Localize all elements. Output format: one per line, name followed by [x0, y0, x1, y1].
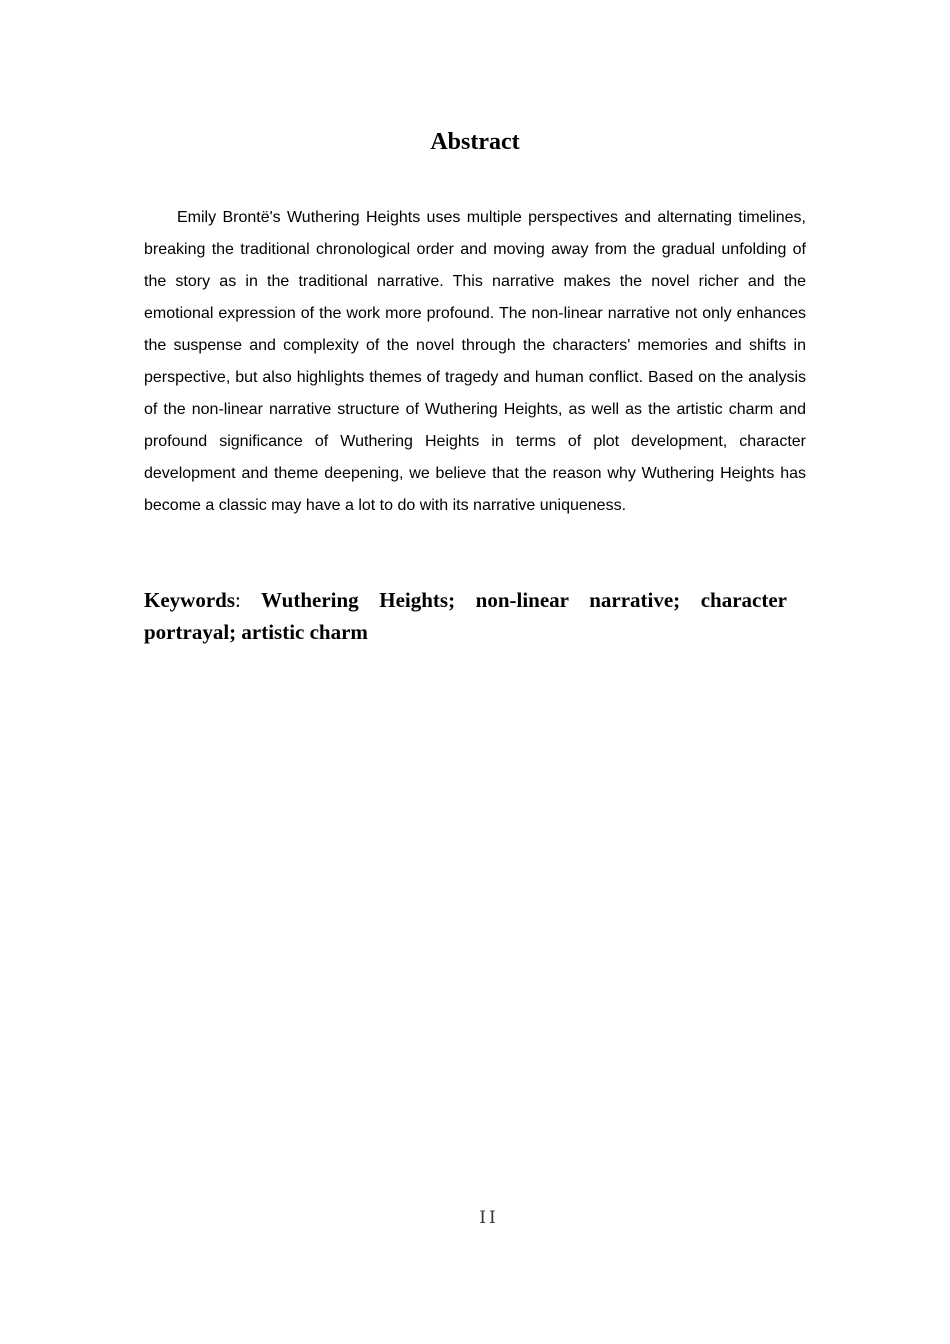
abstract-paragraph: Emily Brontë's Wuthering Heights uses multiple perspectives and alternating timelines, breaking the traditional chronological order and moving away from the gradual unfolding of the story as in the traditional narrative. This narrative makes the novel richer and the emotional expression of the work more profound. The non-linear narrative not only enhances the suspense and complexity of the novel through the characters' memories and shifts in perspective, but also highlights themes of tragedy and human conflict. Based on the analysis of the non-linear narrative structure of Wuthering Heights, as well as the artistic charm and profound significance of Wuthering Heights in terms of plot development, character development and theme deepening, we believe that the reason why Wuthering Heights has become a classic may have a lot to do with its narrative uniqueness.	[144, 209, 806, 514]
page-title: Abstract	[430, 129, 520, 155]
keywords-label: Keywords	[144, 588, 235, 612]
keywords-list: Wuthering Heights; non-linear narrative; character portrayal; artistic charm	[144, 588, 788, 644]
keywords-separator: :	[235, 588, 241, 612]
page-number: II	[479, 1208, 499, 1228]
keywords-line	[144, 584, 787, 648]
